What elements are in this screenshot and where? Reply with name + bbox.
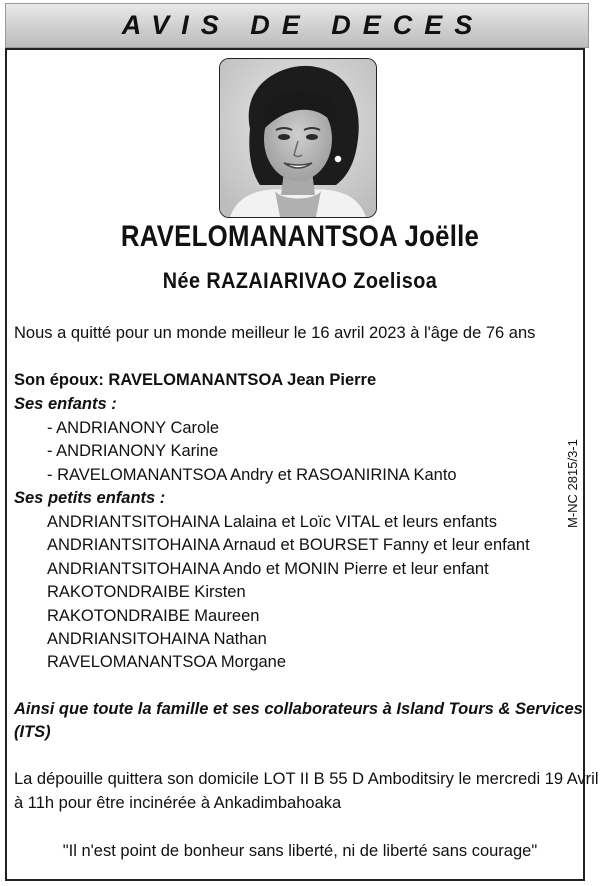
list-item: ANDRIANSITOHAINA Nathan <box>47 630 267 648</box>
list-item: RAKOTONDRAIBE Kirsten <box>47 583 246 601</box>
list-item: - ANDRIANONY Carole <box>47 419 220 437</box>
grandchildren-heading: Ses petits enfants : <box>14 489 166 507</box>
maiden-name: Née RAZAIARIVAO Zoelisoa <box>162 268 438 293</box>
portrait-photo <box>219 58 377 218</box>
intro-text: Nous a quitté pour un monde meilleur le 16 avril 2023 à l'âge de 76 ans <box>14 324 536 342</box>
deceased-name: RAVELOMANANTSOA Joëlle <box>120 220 480 253</box>
funeral-line-2: à 11h pour être incinérée à Ankadimbahoaka <box>14 794 342 812</box>
list-item: - ANDRIANONY Karine <box>47 442 219 460</box>
reference-code: M-NC 2815/3-1 <box>565 439 580 528</box>
list-item: RAKOTONDRAIBE Maureen <box>47 607 260 625</box>
funeral-line-1: La dépouille quittera son domicile LOT II B 55 D Amboditsiry le mercredi 19 Avril <box>14 770 599 788</box>
family-line-2: (ITS) <box>14 723 51 741</box>
header-banner <box>5 3 589 48</box>
list-item: ANDRIANTSITOHAINA Lalaina et Loïc VITAL et leurs enfants <box>47 513 497 531</box>
spouse-line: Son époux: RAVELOMANANTSOA Jean Pierre <box>14 371 377 389</box>
list-item: - RAVELOMANANTSOA Andry et RASOANIRINA Kanto <box>47 466 457 484</box>
list-item: RAVELOMANANTSOA Morgane <box>47 653 287 671</box>
family-line-1: Ainsi que toute la famille et ses collaborateurs à Island Tours & Services <box>14 700 583 718</box>
list-item: ANDRIANTSITOHAINA Arnaud et BOURSET Fanny et leur enfant <box>47 536 530 554</box>
portrait-image <box>220 59 376 217</box>
header-title: AVIS DE DECES <box>121 10 485 40</box>
children-heading: Ses enfants : <box>14 395 117 413</box>
quote: "Il n'est point de bonheur sans liberté, ni de liberté sans courage" <box>62 842 538 860</box>
list-item: ANDRIANTSITOHAINA Ando et MONIN Pierre et leur enfant <box>47 560 489 578</box>
